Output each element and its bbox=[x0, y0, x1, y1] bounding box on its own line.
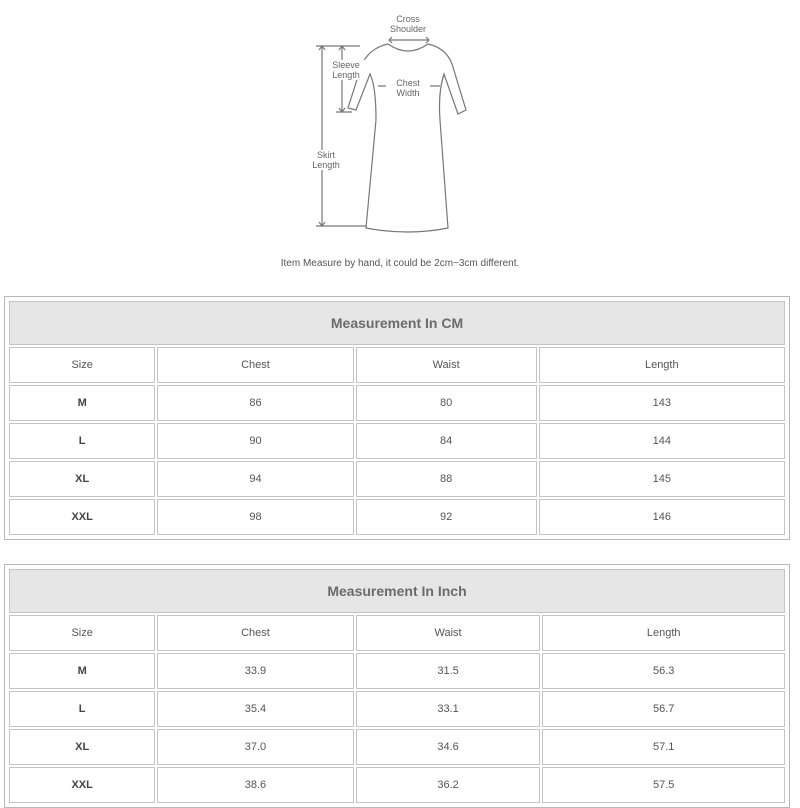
chest-cell: 90 bbox=[157, 423, 353, 459]
table-header-row bbox=[9, 615, 785, 651]
header-chest: Chest bbox=[157, 347, 353, 383]
size-cell: XXL bbox=[9, 499, 155, 535]
table-row bbox=[9, 499, 785, 535]
length-cell: 146 bbox=[539, 499, 785, 535]
waist-cell: 80 bbox=[356, 385, 537, 421]
size-cell: L bbox=[9, 691, 155, 727]
length-cell: 145 bbox=[539, 461, 785, 497]
chest-cell: 86 bbox=[157, 385, 353, 421]
length-cell: 57.5 bbox=[542, 767, 785, 803]
length-cell: 143 bbox=[539, 385, 785, 421]
chest-cell: 33.9 bbox=[157, 653, 353, 689]
header-chest: Chest bbox=[157, 615, 353, 651]
header-waist: Waist bbox=[356, 347, 537, 383]
table-row bbox=[9, 423, 785, 459]
size-cell: L bbox=[9, 423, 155, 459]
table-row bbox=[9, 729, 785, 765]
table-row bbox=[9, 767, 785, 803]
chest-cell: 98 bbox=[157, 499, 353, 535]
header-length: Length bbox=[542, 615, 785, 651]
chest-cell: 35.4 bbox=[157, 691, 353, 727]
cross-shoulder-label: Cross Shoulder bbox=[389, 14, 427, 34]
header-size: Size bbox=[9, 347, 155, 383]
waist-cell: 88 bbox=[356, 461, 537, 497]
skirt-length-label: Skirt Length bbox=[306, 150, 346, 170]
waist-cell: 34.6 bbox=[356, 729, 541, 765]
size-cell: M bbox=[9, 385, 155, 421]
measurement-note: Item Measure by hand, it could be 2cm~3cm different. bbox=[280, 258, 520, 269]
inch-table-caption: Measurement In Inch bbox=[9, 569, 785, 613]
table-header-row bbox=[9, 347, 785, 383]
size-cell: XL bbox=[9, 729, 155, 765]
inch-table bbox=[4, 564, 790, 808]
table-row bbox=[9, 653, 785, 689]
waist-cell: 33.1 bbox=[356, 691, 541, 727]
size-cell: M bbox=[9, 653, 155, 689]
waist-cell: 31.5 bbox=[356, 653, 541, 689]
chest-width-label: Chest Width bbox=[386, 78, 430, 98]
header-waist: Waist bbox=[356, 615, 541, 651]
waist-cell: 92 bbox=[356, 499, 537, 535]
dress-outline-icon bbox=[0, 0, 800, 240]
size-cell: XL bbox=[9, 461, 155, 497]
chest-cell: 94 bbox=[157, 461, 353, 497]
cm-table bbox=[4, 296, 790, 540]
chest-cell: 38.6 bbox=[157, 767, 353, 803]
length-cell: 57.1 bbox=[542, 729, 785, 765]
sleeve-length-label: Sleeve Length bbox=[326, 60, 366, 80]
length-cell: 144 bbox=[539, 423, 785, 459]
table-row bbox=[9, 691, 785, 727]
length-cell: 56.7 bbox=[542, 691, 785, 727]
waist-cell: 36.2 bbox=[356, 767, 541, 803]
cm-table-caption: Measurement In CM bbox=[9, 301, 785, 345]
size-diagram bbox=[0, 0, 800, 240]
waist-cell: 84 bbox=[356, 423, 537, 459]
header-length: Length bbox=[539, 347, 785, 383]
length-cell: 56.3 bbox=[542, 653, 785, 689]
header-size: Size bbox=[9, 615, 155, 651]
size-cell: XXL bbox=[9, 767, 155, 803]
table-row bbox=[9, 385, 785, 421]
table-row bbox=[9, 461, 785, 497]
chest-cell: 37.0 bbox=[157, 729, 353, 765]
